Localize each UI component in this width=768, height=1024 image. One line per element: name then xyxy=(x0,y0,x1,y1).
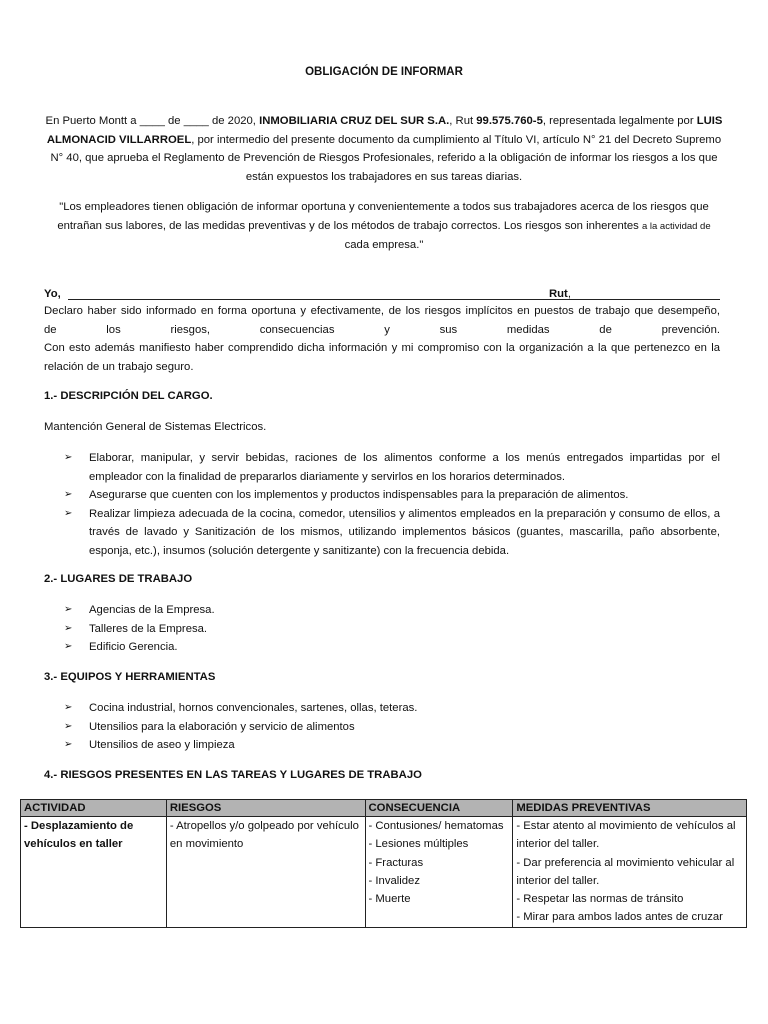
section3-heading: 3.- EQUIPOS Y HERRAMIENTAS xyxy=(44,671,216,683)
list-item: ➢ Realizar limpieza adecuada de la cocina, comedor, utensilios y alimentos empleados en la preparación y consumo de ellos, a través de lavado y Sanitización de los mismos, utilizando implementos básicos (guantes, mascarilla, paño absorbente, esponja, etc.), insumos (solución detergente y sanitizante) con la frecuencia debida. xyxy=(64,505,720,561)
measure-item: - Mirar para ambos lados antes de cruzar xyxy=(516,911,723,924)
arrow-bullet-icon: ➢ xyxy=(64,507,73,519)
quote-end: cada empresa." xyxy=(344,239,424,251)
signature-line xyxy=(44,285,724,303)
declaration-line-1: Declaro haber sido informado en forma oportuna y efectivamente, de los riesgos implícitos en puestos de trabajo que desempeño, xyxy=(44,305,720,317)
arrow-bullet-icon: ➢ xyxy=(64,739,73,750)
arrow-bullet-icon: ➢ xyxy=(64,720,73,732)
company-name: INMOBILIARIA CRUZ DEL SUR S.A. xyxy=(259,115,450,127)
list-item: ➢ Talleres de la Empresa. xyxy=(64,620,720,639)
arrow-bullet-icon: ➢ xyxy=(64,702,73,713)
arrow-bullet-icon: ➢ xyxy=(64,641,73,652)
header-riesgos: RIESGOS xyxy=(166,800,365,817)
section1-list xyxy=(64,449,720,560)
list-item: ➢ Utensilios para la elaboración y servicio de alimentos xyxy=(64,718,720,737)
consequence-item: - Lesiones múltiples xyxy=(368,838,469,851)
quote-main: "Los empleadores tienen obligación de informar oportuna y convenientemente a todos sus trabajadores acerca de los riesgos que entrañan sus labores, de las medidas preventivas y de los métodos de trabajo correctos. Los riesgos son inherentes xyxy=(57,201,709,232)
name-blank-line[interactable] xyxy=(68,299,586,300)
header-consecuencia: CONSECUENCIA xyxy=(365,800,513,817)
intro-paragraph xyxy=(44,112,724,186)
section1-heading: 1.- DESCRIPCIÓN DEL CARGO. xyxy=(44,390,213,402)
rut-label: Rut, xyxy=(549,288,571,300)
section2-heading: 2.- LUGARES DE TRABAJO xyxy=(44,573,193,585)
section2-list xyxy=(64,601,720,657)
list-item: ➢ Elaborar, manipular, y servir bebidas, raciones de los alimentos conforme a los menús entregados impartidas por el empleador con la finalidad de prepararlos diariamente y servirlos en los horarios determinados. xyxy=(64,449,720,486)
document-title: OBLIGACIÓN DE INFORMAR xyxy=(305,66,463,78)
quote-paragraph xyxy=(44,198,724,255)
risk-table xyxy=(20,799,747,928)
intro-text-2: , Rut xyxy=(449,115,477,127)
measure-item: - Estar atento al movimiento de vehículos al interior del taller. xyxy=(516,820,736,851)
list-item: ➢ Cocina industrial, hornos convencionales, sartenes, ollas, teteras. xyxy=(64,699,720,718)
rut-blank-line[interactable] xyxy=(578,299,720,300)
intro-text-4: , por intermedio del presente documento da cumplimiento al Título VI, artículo N° 21 del Decreto Supremo N° 40, que aprueba el Reglamento de Prevención de Riesgos Profesionales, referido a la obligación de informar los riesgos a los que están expuestos los trabajadores en sus tareas diarias. xyxy=(50,133,722,183)
consequence-item: - Contusiones/ hematomas xyxy=(368,820,504,832)
legal-representative: LUIS ALMONACID VILLARROEL xyxy=(46,115,723,146)
section3-list xyxy=(64,699,720,755)
cell-actividad: - Desplazamiento de vehículos en taller xyxy=(21,817,167,928)
header-medidas-preventivas: MEDIDAS PREVENTIVAS xyxy=(513,800,747,817)
consequence-item: - Invalidez xyxy=(368,874,420,887)
arrow-bullet-icon: ➢ xyxy=(64,489,73,500)
arrow-bullet-icon: ➢ xyxy=(64,604,73,615)
cell-riesgos: - Atropellos y/o golpeado por vehículo en movimiento xyxy=(166,817,365,928)
cell-consecuencias xyxy=(365,817,513,928)
declaration-line-3: Con esto además manifiesto haber comprendido dicha información y mi compromiso con la organización a la que pertenezco en la relación de un trabajo seguro. xyxy=(44,342,720,373)
arrow-bullet-icon: ➢ xyxy=(64,452,73,463)
quote-small: a la actividad de xyxy=(641,220,711,232)
arrow-bullet-icon: ➢ xyxy=(64,622,73,634)
company-rut: 99.575.760-5 xyxy=(476,115,543,127)
section1-description: Mantención General de Sistemas Electricos. xyxy=(44,421,267,433)
consequence-item: - Fracturas xyxy=(368,856,424,869)
list-item: ➢ Utensilios de aseo y limpieza xyxy=(64,736,720,755)
measure-item: - Respetar las normas de tránsito xyxy=(516,893,684,906)
yo-label: Yo, xyxy=(44,288,61,300)
list-item: ➢ Agencias de la Empresa. xyxy=(64,601,720,620)
table-row xyxy=(21,817,747,928)
declaration-paragraph xyxy=(44,302,720,376)
list-item: ➢ Asegurarse que cuenten con los implementos y productos indispensables para la preparación de alimentos. xyxy=(64,486,720,505)
consequence-item: - Muerte xyxy=(368,893,411,906)
intro-text-1: En Puerto Montt a ____ de ____ de 2020, xyxy=(45,115,260,127)
list-item: ➢ Edificio Gerencia. xyxy=(64,638,720,657)
section4-heading: 4.- RIESGOS PRESENTES EN LAS TAREAS Y LUGARES DE TRABAJO xyxy=(44,769,422,781)
table-header-row xyxy=(21,800,747,817)
header-actividad: ACTIVIDAD xyxy=(21,800,167,817)
cell-medidas xyxy=(513,817,747,928)
measure-item: - Dar preferencia al movimiento vehicular al interior del taller. xyxy=(516,856,735,887)
declaration-line-2: de los riesgos, consecuencias y sus medidas de prevención. xyxy=(44,323,720,336)
intro-text-3: , representada legalmente por xyxy=(542,115,697,127)
